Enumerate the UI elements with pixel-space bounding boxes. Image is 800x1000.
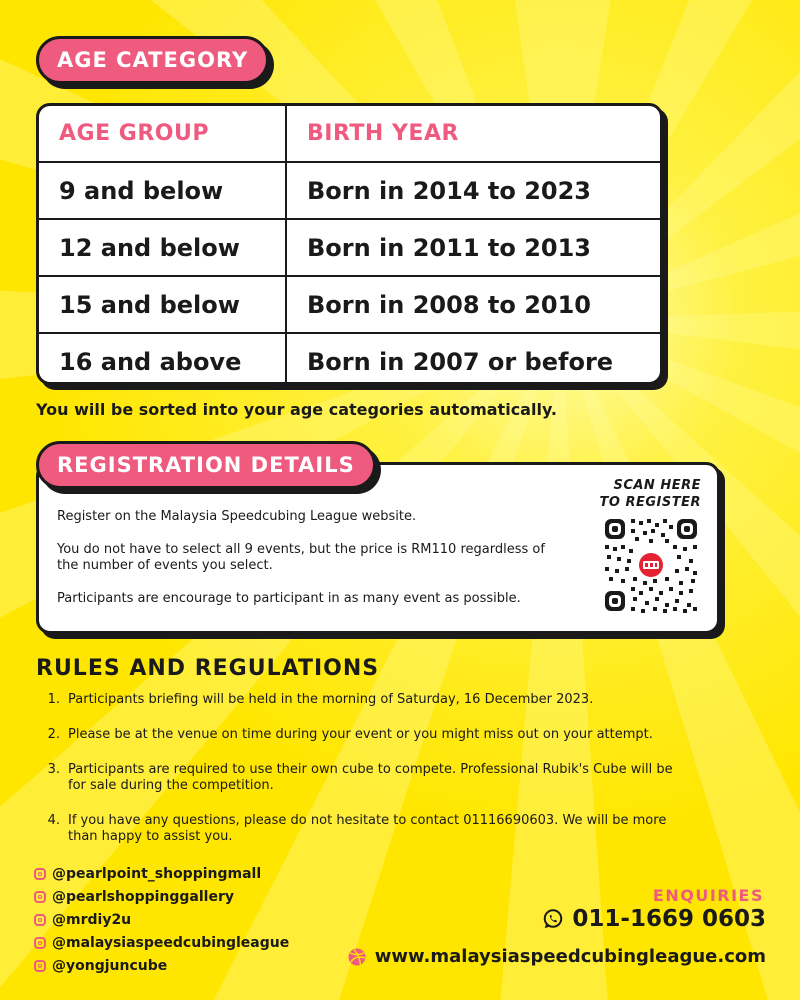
- birth-year-cell: Born in 2014 to 2023: [286, 162, 660, 219]
- phone-number: 011-1669 0603: [572, 906, 766, 932]
- social-handle: @malaysiaspeedcubingleague: [52, 934, 290, 951]
- list-item: [36, 813, 676, 845]
- website-url: www.malaysiaspeedcubingleague.com: [374, 946, 766, 967]
- rules-title: RULES AND REGULATIONS: [36, 656, 380, 681]
- enquiries-label: ENQUIRIES: [652, 886, 764, 905]
- header-birth-year: BIRTH YEAR: [286, 106, 660, 162]
- instagram-icon: [34, 937, 46, 949]
- rule-number: 4.: [47, 813, 60, 828]
- table-row: [39, 333, 660, 385]
- age-category-table: [39, 106, 660, 385]
- age-category-table-card: [36, 103, 663, 385]
- scan-line-1: SCAN HERE: [613, 478, 701, 493]
- rule-text: Participants briefing will be held in the morning of Saturday, 16 December 2023.: [68, 692, 594, 707]
- header-age-group: AGE GROUP: [39, 106, 286, 162]
- instagram-icon: [34, 960, 46, 972]
- rule-text: If you have any questions, please do not hesitate to contact 01116690603. We will be more than happy to assist you.: [68, 813, 667, 844]
- table-row: [39, 162, 660, 219]
- age-category-title: AGE CATEGORY: [36, 36, 269, 84]
- social-link[interactable]: [34, 908, 289, 931]
- registration-qr-code[interactable]: [603, 517, 699, 613]
- rule-number: 3.: [47, 762, 60, 777]
- age-group-cell: 16 and above: [39, 333, 286, 385]
- registration-text: [57, 509, 557, 624]
- instagram-icon: [34, 868, 46, 880]
- registration-paragraph: You do not have to select all 9 events, but the price is RM110 regardless of the number of events you select.: [57, 542, 545, 573]
- instagram-icon: [34, 914, 46, 926]
- birth-year-cell: Born in 2008 to 2010: [286, 276, 660, 333]
- age-group-cell: 12 and below: [39, 219, 286, 276]
- scan-line-2: TO REGISTER: [599, 495, 701, 510]
- social-link[interactable]: [34, 862, 289, 885]
- table-header-row: [39, 106, 660, 162]
- age-group-cell: 9 and below: [39, 162, 286, 219]
- phone-contact[interactable]: [542, 906, 766, 932]
- social-handle: @mrdiy2u: [52, 911, 132, 928]
- birth-year-cell: Born in 2007 or before: [307, 347, 614, 376]
- table-row: [39, 219, 660, 276]
- rule-number: 2.: [47, 727, 60, 742]
- social-link[interactable]: [34, 885, 289, 908]
- table-row: [39, 276, 660, 333]
- registration-details-title: REGISTRATION DETAILS: [36, 441, 376, 489]
- social-link[interactable]: [34, 931, 289, 954]
- registration-paragraph: Register on the Malaysia Speedcubing League website.: [57, 509, 417, 524]
- social-handle: @yongjuncube: [52, 957, 168, 974]
- social-handle: @pearlpoint_shoppingmall: [52, 865, 262, 882]
- social-handle: @pearlshoppinggallery: [52, 888, 235, 905]
- birth-year-cell: Born in 2011 to 2013: [286, 219, 660, 276]
- scan-to-register-label: [600, 477, 701, 511]
- rule-text: Please be at the venue on time during your event or you might miss out on your attempt.: [68, 727, 653, 742]
- registration-paragraph: Participants are encourage to participant in as many event as possible.: [57, 591, 521, 606]
- msl-logo-icon: [637, 551, 665, 579]
- list-item: [36, 692, 676, 708]
- social-link[interactable]: [34, 954, 289, 977]
- rule-number: 1.: [47, 692, 60, 707]
- instagram-icon: [34, 891, 46, 903]
- dribbble-ball-icon: [347, 947, 367, 967]
- whatsapp-icon: [542, 908, 564, 930]
- age-sort-note: You will be sorted into your age categories automatically.: [36, 400, 557, 419]
- list-item: [36, 762, 676, 794]
- social-handles: [34, 862, 289, 977]
- rule-text: Participants are required to use their own cube to compete. Professional Rubik's Cube will be for sale during the competition.: [68, 762, 673, 793]
- list-item: [36, 727, 676, 743]
- rules-list: [36, 692, 676, 864]
- website-link[interactable]: [347, 946, 766, 967]
- age-group-cell: 15 and below: [39, 276, 286, 333]
